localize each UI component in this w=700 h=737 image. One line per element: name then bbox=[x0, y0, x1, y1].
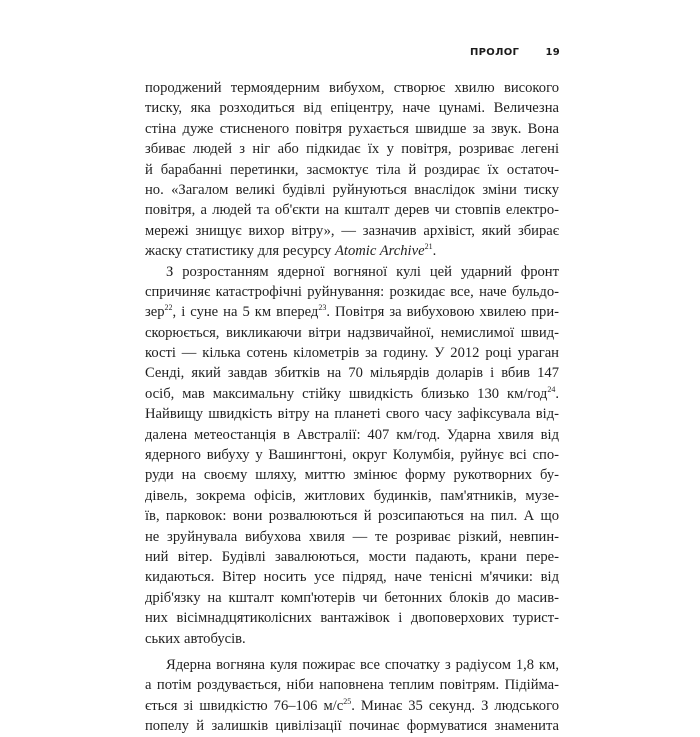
text-segment: а потім роздувається, ніби наповнена теплим повітрям. Підійма- bbox=[145, 677, 559, 694]
italic-text: Atomic Archive bbox=[335, 243, 425, 260]
text-segment: кидаються. Вітер носить усе підряд, наче тенісні м'ячики: від bbox=[145, 569, 559, 586]
text-segment: не зруйнувала вибухова хвиля — те розриває різкий, невпин- bbox=[145, 528, 559, 545]
text-segment: жаску статистику для ресурсу bbox=[145, 243, 335, 260]
text-line bbox=[145, 241, 559, 261]
text-segment: . bbox=[555, 385, 559, 402]
text-segment: їв, парковок: вони розвалюються й розсипаються на пил. А що bbox=[145, 508, 559, 525]
text-line bbox=[145, 527, 559, 547]
paragraph bbox=[145, 655, 559, 737]
text-segment: спричиняє катастрофічні руйнування: розкидає все, наче бульдо- bbox=[145, 283, 559, 300]
paragraph bbox=[145, 262, 559, 649]
text-line bbox=[145, 445, 559, 465]
text-line bbox=[145, 363, 559, 383]
text-segment: но. «Загалом великі будівлі руйнуються внаслідок зміни тиску bbox=[145, 181, 559, 198]
text-segment: попелу й залишків цивілізації починає формуватися знаменита bbox=[145, 718, 559, 735]
footnote-ref: 21 bbox=[424, 242, 433, 252]
footnote-ref: 22 bbox=[164, 303, 173, 313]
text-line bbox=[145, 282, 559, 302]
footnote-ref: 24 bbox=[547, 385, 556, 394]
text-line bbox=[145, 302, 559, 322]
text-line bbox=[145, 588, 559, 608]
text-line bbox=[145, 119, 559, 139]
footnote-ref: 25 bbox=[343, 696, 352, 706]
text-segment: . Повітря за вибуховою хвилею при- bbox=[326, 304, 559, 321]
text-segment: дівель, зокрема офісів, житлових будинків, пам'ятників, музе- bbox=[145, 487, 559, 504]
text-line bbox=[145, 486, 559, 506]
text-line bbox=[145, 465, 559, 485]
text-segment: й барабанні перетинки, засмоктує тіла й роздирає їх остаточ- bbox=[145, 161, 559, 178]
text-line bbox=[145, 78, 559, 98]
text-segment: . Минає 35 секунд. З людського bbox=[351, 697, 559, 714]
text-line bbox=[145, 655, 559, 675]
text-line bbox=[145, 262, 559, 282]
text-segment: осіб, мав максимальну стійку швидкість близько 130 км/год bbox=[145, 385, 548, 402]
text-segment: мережі знищує вихор вітру», — зазначив архівіст, який збирає bbox=[145, 222, 559, 239]
text-segment: стіна дуже стисненого повітря рухається швидше за звук. Вона bbox=[145, 120, 559, 137]
text-segment: З розростанням ядерної вогняної кулі цей ударний фронт bbox=[166, 263, 559, 280]
text-line bbox=[145, 547, 559, 567]
text-segment: далена метеостанція в Австралії: 407 км/год. Ударна хвиля від bbox=[145, 426, 559, 443]
text-line bbox=[145, 716, 559, 736]
text-line bbox=[145, 160, 559, 180]
text-segment: кості — кілька сотень кілометрів за годину. У 2012 році ураган bbox=[145, 345, 559, 362]
running-head bbox=[470, 47, 560, 58]
text-segment: Сенді, який завдав збитків на 70 мільярдів доларів і вбив 147 bbox=[145, 365, 559, 382]
text-segment: ний вітер. Будівлі завалюються, мости падають, крани пере- bbox=[145, 548, 559, 565]
text-segment: зер bbox=[145, 304, 165, 321]
page-number: 19 bbox=[545, 47, 560, 58]
running-head-section: ПРОЛОГ bbox=[470, 47, 520, 58]
text-line bbox=[145, 567, 559, 587]
text-segment: скорюється, викликаючи вітри надзвичайної, немислимої швид- bbox=[145, 324, 559, 341]
text-line bbox=[145, 404, 559, 424]
text-line bbox=[145, 200, 559, 220]
text-line bbox=[145, 384, 559, 404]
text-segment: повітря, а людей та об'єкти на кшталт дерев чи стовпів електро- bbox=[145, 202, 559, 219]
text-line bbox=[145, 506, 559, 526]
text-line bbox=[145, 180, 559, 200]
text-line bbox=[145, 139, 559, 159]
text-line bbox=[145, 608, 559, 628]
text-line bbox=[145, 323, 559, 343]
text-segment: руди на своєму шляху, миттю змінює форму рукотворних бу- bbox=[145, 467, 559, 484]
text-segment: дріб'язку на кшталт комп'ютерів чи бетонних блоків до масив- bbox=[145, 589, 559, 606]
text-line bbox=[145, 425, 559, 445]
text-segment: ських автобусів. bbox=[145, 630, 246, 647]
text-segment: Найвищу швидкість вітру на планеті свого часу зафіксувала від- bbox=[145, 406, 559, 423]
text-segment: , і суне на 5 км вперед bbox=[172, 304, 319, 321]
text-line bbox=[145, 629, 559, 649]
text-line bbox=[145, 343, 559, 363]
text-segment: тиску, яка розходиться від епіцентру, наче цунамі. Величезна bbox=[145, 100, 559, 117]
text-segment: . bbox=[432, 243, 437, 260]
footnote-ref: 23 bbox=[318, 303, 327, 313]
text-line bbox=[145, 675, 559, 695]
paragraph bbox=[145, 78, 559, 262]
text-line bbox=[145, 98, 559, 118]
body-text bbox=[145, 78, 559, 737]
text-line bbox=[145, 221, 559, 241]
text-segment: ється зі швидкістю 76–106 м/с bbox=[145, 697, 344, 714]
text-segment: ядерного вибуху у Вашингтоні, округ Колумбія, руйнує всі спо- bbox=[145, 447, 559, 464]
text-segment: Ядерна вогняна куля пожирає все спочатку з радіусом 1,8 км, bbox=[166, 656, 559, 673]
text-segment: породжений термоядерним вибухом, створює хвилю високого bbox=[145, 80, 559, 96]
text-segment: збиває людей з ніг або підкидає їх у повітря, розриває легені bbox=[145, 141, 559, 158]
text-line bbox=[145, 696, 559, 716]
text-segment: них вісімнадцятиколісних вантажівок і двоповерхових турист- bbox=[145, 610, 559, 627]
